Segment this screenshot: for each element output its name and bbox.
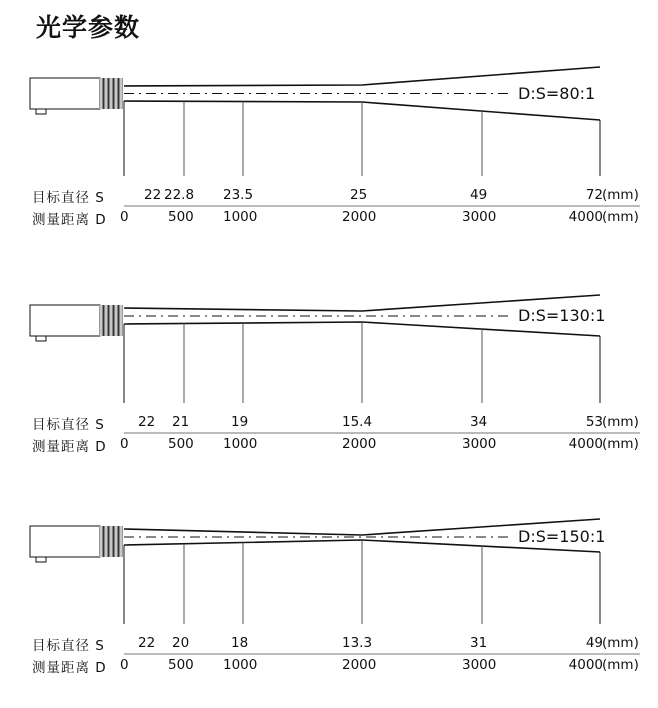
panel-2 xyxy=(0,287,658,487)
thermometer-body xyxy=(30,305,100,336)
spot-diameter-value: 53 xyxy=(585,414,603,430)
spot-diameter-value: 49 xyxy=(470,187,488,203)
distance-value: 1000 xyxy=(223,209,258,225)
target-diameter-label: 目标直径 S xyxy=(32,417,105,433)
unit-label: (mm) xyxy=(602,635,639,651)
distance-label: 测量距离 D xyxy=(32,212,107,228)
spot-diameter-value: 15.4 xyxy=(342,414,373,430)
spot-diameter-value: 22 xyxy=(138,414,156,430)
unit-label: (mm) xyxy=(602,414,639,430)
spot-diameter-value: 22 xyxy=(138,635,156,651)
distance-value: 3000 xyxy=(462,436,497,452)
distance-value: 0 xyxy=(120,657,129,673)
spot-diameter-value: 23.5 xyxy=(223,187,254,203)
distance-value: 4000 xyxy=(568,209,603,225)
spot-diameter-value: 13.3 xyxy=(342,635,373,651)
lens-icon xyxy=(99,526,123,557)
distance-value: 3000 xyxy=(462,209,497,225)
target-diameter-label: 目标直径 S xyxy=(32,638,105,654)
thermometer-foot xyxy=(36,109,46,114)
spot-diameter-value: 31 xyxy=(470,635,488,651)
panel-1 xyxy=(0,60,658,260)
panel-3 xyxy=(0,508,658,708)
thermometer-foot xyxy=(36,336,46,341)
distance-label: 测量距离 D xyxy=(32,439,107,455)
distance-label: 测量距离 D xyxy=(32,660,107,676)
thermometer-body xyxy=(30,78,100,109)
spot-diameter-value: 25 xyxy=(350,187,368,203)
unit-label: (mm) xyxy=(602,209,639,225)
spot-diameter-value: 21 xyxy=(172,414,190,430)
spot-diameter-value: 72 xyxy=(585,187,603,203)
ds-ratio-label: D:S=80:1 xyxy=(518,83,596,103)
spot-diameter-value: 20 xyxy=(172,635,190,651)
unit-label: (mm) xyxy=(602,436,639,452)
thermometer-body xyxy=(30,526,100,557)
spot-diameter-value: 19 xyxy=(231,414,249,430)
distance-value: 3000 xyxy=(462,657,497,673)
distance-value: 500 xyxy=(168,209,194,225)
lens-icon xyxy=(99,78,123,109)
spot-diameter-value: 18 xyxy=(231,635,249,651)
distance-value: 2000 xyxy=(342,209,377,225)
thermometer-foot xyxy=(36,557,46,562)
distance-value: 500 xyxy=(168,436,194,452)
distance-value: 1000 xyxy=(223,436,258,452)
unit-label: (mm) xyxy=(602,187,639,203)
page-title: 光学参数 xyxy=(36,13,141,42)
distance-value: 4000 xyxy=(568,657,603,673)
distance-value: 2000 xyxy=(342,436,377,452)
distance-value: 0 xyxy=(120,436,129,452)
distance-value: 2000 xyxy=(342,657,377,673)
target-diameter-label: 目标直径 S xyxy=(32,190,105,206)
lens-icon xyxy=(99,305,123,336)
distance-value: 0 xyxy=(120,209,129,225)
unit-label: (mm) xyxy=(602,657,639,673)
spot-diameter-value: 22.8 xyxy=(164,187,195,203)
ds-ratio-label: D:S=150:1 xyxy=(518,527,606,546)
distance-value: 4000 xyxy=(568,436,603,452)
spot-diameter-value: 49 xyxy=(585,635,603,651)
distance-value: 500 xyxy=(168,657,194,673)
ds-ratio-label: D:S=130:1 xyxy=(518,306,606,325)
spot-diameter-value: 22 xyxy=(144,187,162,203)
distance-value: 1000 xyxy=(223,657,258,673)
spot-diameter-value: 34 xyxy=(470,414,488,430)
